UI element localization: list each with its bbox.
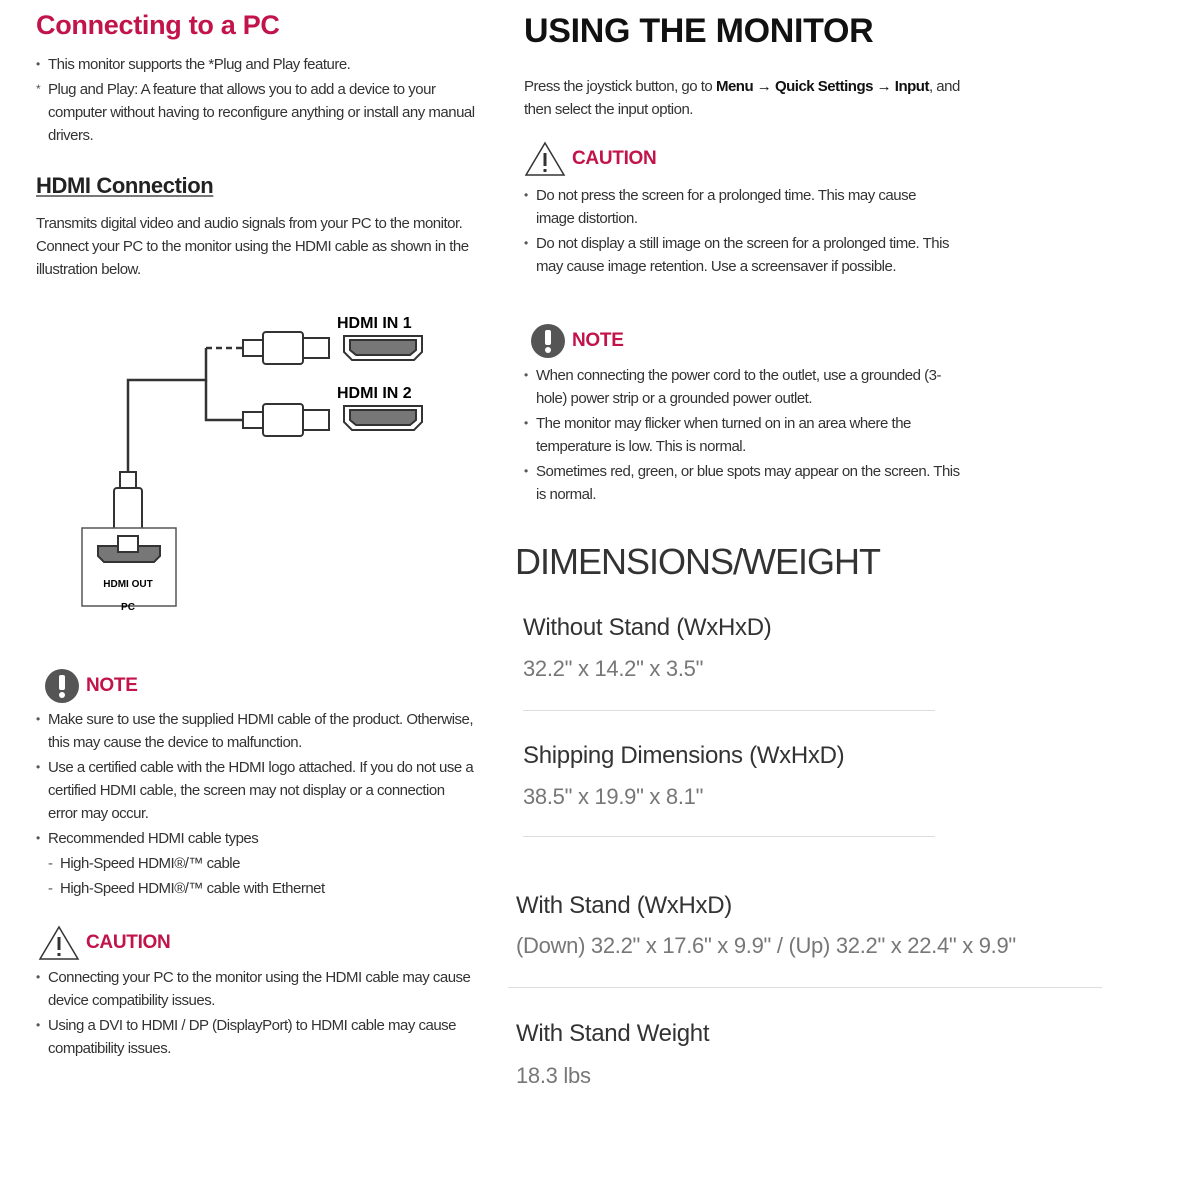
hdmi-port-1 [344,336,422,360]
caution-label: CAUTION [572,148,657,169]
list-item: • When connecting the power cord to the outlet, use a grounded (3-hole) power strip or a grounded power outlet. [524,364,964,410]
cable-connector-top [243,332,329,364]
hdmi-description: Transmits digital video and audio signals from your PC to the monitor. Connect your PC to the monitor using the HDMI cable as shown in the illustration below. [36,215,469,278]
list-item: • The monitor may flicker when turned on in an area where the temperature is low. This is normal. [524,412,964,458]
section-title-using-monitor: USING THE MONITOR [524,12,874,50]
menu-path: Menu → Quick Settings → Input [715,78,929,95]
note-exclamation-icon [44,668,80,704]
spec-value: 18.3 lbs [516,1063,591,1088]
list-item: • Using a DVI to HDMI / DP (DisplayPort) to HDMI cable may cause compatibility issues. [36,1014,476,1060]
using-monitor-instructions: Press the joystick button, go to Menu → Quick Settings → Input, and then select the input option. [524,78,960,118]
divider [523,710,935,711]
caution-heading-left [38,924,170,962]
pc-label: PC [121,602,135,613]
hdmi-in-2-label: HDMI IN 2 [337,385,412,402]
intro-list [36,53,476,149]
divider [508,987,1102,988]
spec-label: With Stand Weight [516,1020,710,1047]
list-item: • Sometimes red, green, or blue spots may appear on the screen. This is normal. [524,460,964,506]
hdmi-connection-diagram [70,300,450,620]
caution-warning-icon [524,140,566,178]
list-item: • Recommended HDMI cable types [36,827,476,850]
list-item: • Make sure to use the supplied HDMI cable of the product. Otherwise, this may cause the device to malfunction. [36,708,476,754]
cable-connector-bottom [243,404,329,436]
list-item: • Do not display a still image on the screen for a prolonged time. This may cause image retention. Use a screensaver if possible. [524,232,954,278]
spec-value: 38.5" x 19.9" x 8.1" [523,784,704,809]
list-item: - High-Speed HDMI®/™ cable with Ethernet [36,877,476,900]
note-exclamation-icon [530,323,566,359]
spec-label: Shipping Dimensions (WxHxD) [523,742,845,769]
spec-value: 32.2" x 14.2" x 3.5" [523,656,704,681]
caution-list-right [524,184,954,280]
list-item: • Do not press the screen for a prolonged time. This may cause image distortion. [524,184,954,230]
list-item: • Connecting your PC to the monitor using the HDMI cable may cause device compatibility issues. [36,966,476,1012]
hdmi-in-1-label: HDMI IN 1 [337,315,412,332]
spec-label: With Stand (WxHxD) [516,892,732,919]
hdmi-out-label: HDMI OUT [103,579,153,590]
list-item: • Use a certified cable with the HDMI logo attached. If you do not use a certified HDMI cable, the screen may not display or a connection error may occur. [36,756,476,825]
hdmi-heading: HDMI Connection [36,173,214,198]
note-heading-right [530,323,624,359]
divider [523,836,935,837]
spec-label: Without Stand (WxHxD) [523,614,772,641]
list-item: * Plug and Play: A feature that allows you to add a device to your computer without having to reconfigure anything or install any manual drivers. [36,78,476,147]
note-list-left [36,708,476,902]
note-list-right [524,364,964,508]
dimensions-title: DIMENSIONS/WEIGHT [515,541,881,582]
list-item: - High-Speed HDMI®/™ cable [36,852,476,875]
caution-list-left [36,966,476,1062]
note-label: NOTE [86,675,138,696]
list-item: • This monitor supports the *Plug and Play feature. [36,53,476,76]
note-heading-left [44,668,138,704]
caution-heading-right [524,140,656,178]
caution-warning-icon [38,924,80,962]
section-title-connecting: Connecting to a PC [36,10,280,40]
caution-label: CAUTION [86,932,171,953]
spec-value: (Down) 32.2" x 17.6" x 9.9" / (Up) 32.2" x 22.4" x 9.9" [516,933,1016,958]
note-label: NOTE [572,330,624,351]
hdmi-port-2 [344,406,422,430]
